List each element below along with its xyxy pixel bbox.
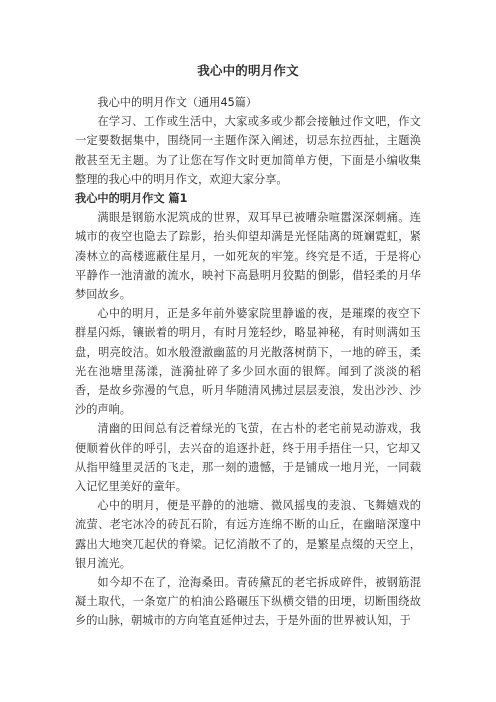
body-paragraph-3: 清幽的田间总有泛着绿光的飞萤，在古朴的老宅前晃动游戏，我便顺着伙伴的呼引，去兴奋的追逐扑赶，终于用手捂住一只，它却又从指甲缝里灵活的飞走，那一刻的遗憾，于是铺成一地月光，一同载入记忆里美好的童年。 (75, 422, 421, 494)
section-heading: 我心中的明月作文 篇1 (75, 192, 188, 206)
body-paragraph-5: 如今却不在了，沧海桑田。青砖黛瓦的老宅拆成碎件，被钢筋混凝土取代，一条宽广的柏油公路碾压下纵横交错的田埂，切断围绕故乡的山脉，朝城市的方向笔直延伸过去，于是外面的世界被认知，于 (75, 576, 421, 628)
body-paragraph-2: 心中的明月，正是多年前外婆家院里静谧的夜，是璀璨的夜空下群星闪烁，镶嵌着的明月，有时月笼轻纱，略显神秘，有时则满如玉盘，明亮皎洁。如水般澄澈幽蓝的月光散落树荫下，一地的碎玉，柔光在池塘里荡漾，涟漪扯碎了多少回水面的银辉。闻到了淡淡的稻香，是故乡弥漫的气息，听月华随清风拂过层层麦浪，发出沙沙、沙沙的声响。 (75, 307, 421, 417)
intro-paragraph: 在学习、工作或生活中，大家或多或少都会接触过作文吧，作文一定要数据集中，围绕同一主题作深入阐述，切忌东拉西扯，主题涣散甚至无主题。为了让您在写作文时更加简单方便，下面是小编收集整理的我心中的明月作文，欢迎大家分享。 (75, 115, 421, 186)
body-paragraph-1: 满眼是钢筋水泥筑成的世界，双耳早已被嘈杂喧嚣深深刺痛。连城市的夜空也隐去了踪影，抬头仰望却满是光怪陆离的斑斓霓虹，紧凑林立的高楼遮蔽住星月，一如死灰的牢笼。终究是不适，于是将心平静作一池清澈的流水，映衬下高悬明月狡黠的倒影，借轻柔的月华梦回故乡。 (75, 211, 421, 302)
document-title: 我心中的明月作文 (197, 63, 299, 78)
subtitle-paragraph: 我心中的明月作文（通用45篇） (97, 96, 258, 109)
body-paragraph-4: 心中的明月，便是平静的的池塘、微风摇曳的麦浪、飞舞嬉戏的流萤、老宅冰冷的砖瓦石阶，有远方连绵不断的山丘，在幽暗深邃中露出大地突兀起伏的脊梁。记忆消散不了的，是繁星点缀的天空上，银月流光。 (75, 499, 421, 570)
